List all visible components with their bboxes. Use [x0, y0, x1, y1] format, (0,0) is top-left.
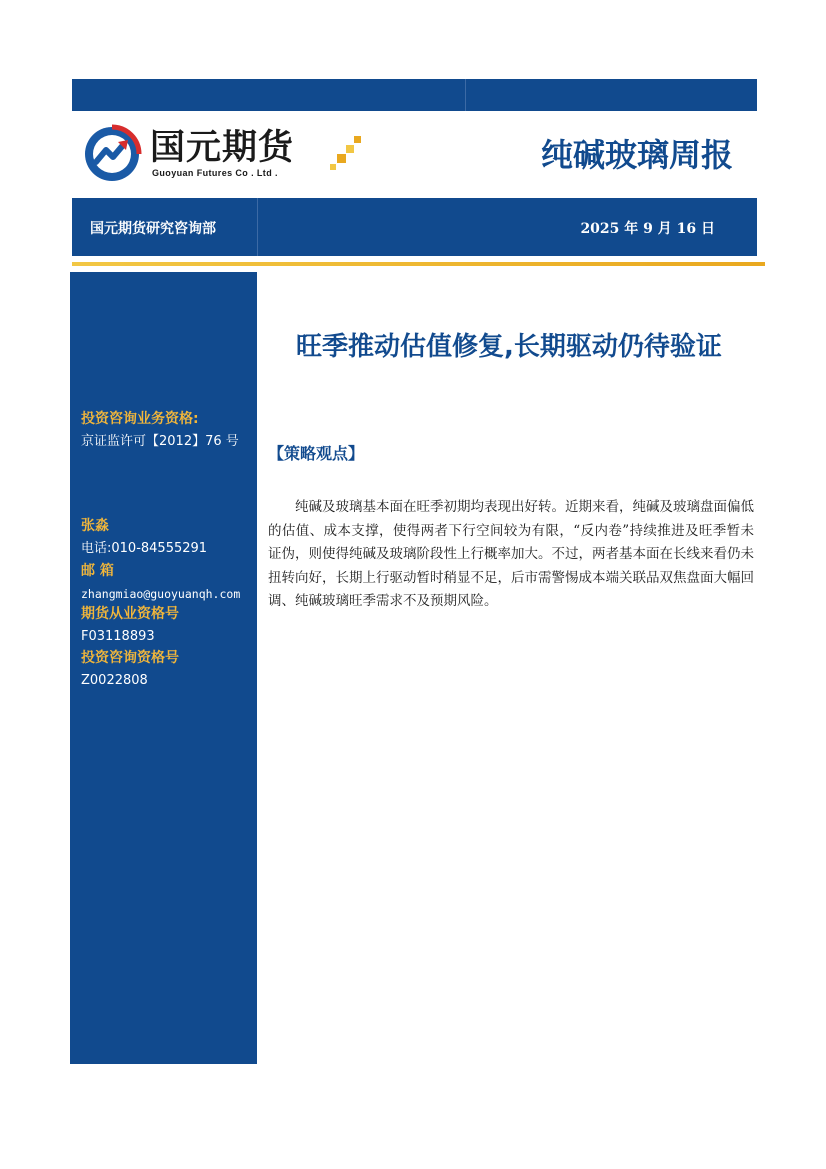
qualification-label: 投资咨询业务资格: — [81, 411, 199, 427]
info-bar-divider — [257, 198, 258, 256]
info-bar — [72, 198, 757, 256]
analyst-phone: 电话:010-84555291 — [81, 541, 208, 556]
company-logo — [82, 124, 382, 196]
section-heading: 【策略观点】 — [268, 444, 365, 463]
logo-chinese-name: 国元期货 — [150, 128, 295, 168]
top-banner — [72, 79, 757, 111]
sidebar — [70, 272, 257, 1064]
strategy-paragraph: 纯碱及玻璃基本面在旺季初期均表现出好转。近期来看，纯碱及玻璃盘面偏低的估值、成本支撑，使得两者下行空间较为有限，“反内卷”持续推进及旺季暂未证伪，则使得纯碱及玻璃阶段性上行概率加大。不过，两者基本面在长线来看仍未扭转向好，长期上行驱动暂时稍显不足，后市需警惕成本端关联品双焦盘面大幅回调、纯碱玻璃旺季需求不及预期风险。 — [268, 499, 754, 609]
article-headline: 旺季推动估值修复,长期驱动仍待验证 — [296, 332, 722, 362]
report-date: 2025 年 9 月 16 日 — [580, 221, 715, 237]
logo-english-name: Guoyuan Futures Co . Ltd . — [152, 168, 278, 178]
qualification-value: 京证监许可【2012】76 号 — [81, 434, 239, 449]
advisory-license-number: Z0022808 — [81, 673, 148, 688]
futures-license-label: 期货从业资格号 — [81, 606, 179, 622]
banner-divider — [465, 79, 466, 111]
department-name: 国元期货研究咨询部 — [90, 221, 216, 237]
analyst-name: 张淼 — [81, 518, 109, 534]
gold-rule — [72, 262, 765, 266]
guoyuan-logo-icon — [82, 124, 142, 184]
report-title: 纯碱玻璃周报 — [540, 136, 733, 174]
analyst-email[interactable]: zhangmiao@guoyuanqh.com — [81, 587, 241, 601]
futures-license-number: F03118893 — [81, 629, 155, 644]
gold-squares-icon — [328, 132, 368, 172]
advisory-license-label: 投资咨询资格号 — [81, 650, 179, 666]
email-label: 邮 箱 — [81, 563, 114, 579]
